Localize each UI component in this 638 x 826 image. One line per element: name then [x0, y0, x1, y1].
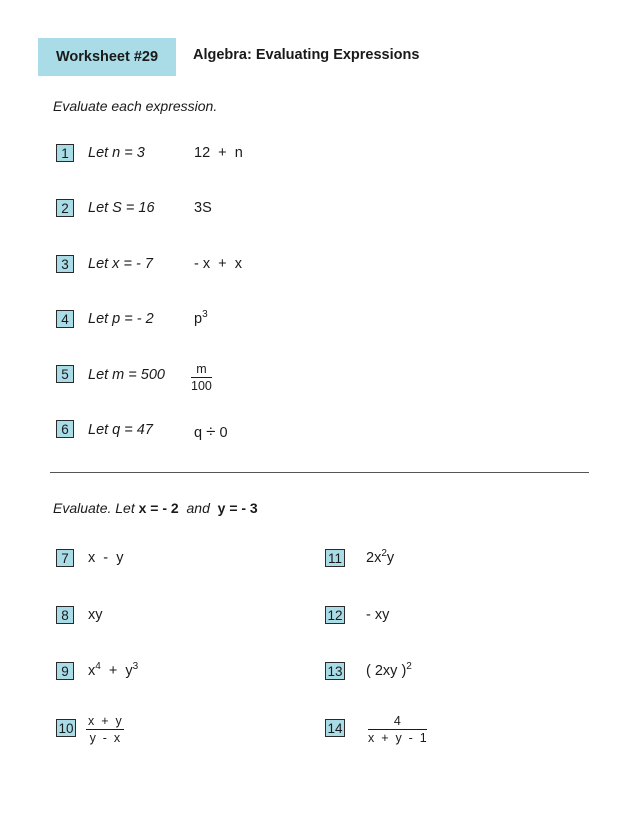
problem-3-expression: - x + x	[194, 256, 242, 272]
problem-number-2: 2	[56, 199, 74, 217]
problem-4-given: Let p = - 2	[88, 311, 154, 327]
problem-10-numerator: x + y	[88, 714, 122, 728]
problem-number-7: 7	[56, 549, 74, 567]
problem-number-8: 8	[56, 606, 74, 624]
section-divider	[50, 472, 589, 473]
problem-10-fraction	[86, 714, 124, 745]
problem-9-base-x: x	[88, 663, 96, 679]
worksheet-number-label: Worksheet #29	[55, 49, 159, 65]
problem-13-exponent: 2	[406, 661, 412, 672]
problem-9-plus: +	[100, 663, 126, 679]
problem-5-fraction	[191, 362, 212, 393]
y-assignment: y = - 3	[217, 500, 258, 516]
problem-1-given: Let n = 3	[88, 145, 145, 161]
problem-5-numerator: m	[196, 362, 207, 376]
problem-9-exponent-x: 4	[95, 661, 101, 672]
problem-6-left: q	[194, 425, 203, 441]
problem-11-expression	[366, 550, 394, 566]
problem-14-numerator: 4	[393, 714, 401, 728]
x-assignment: x = - 2	[138, 500, 179, 516]
problem-9-expression	[88, 663, 138, 679]
problem-7-expression: x - y	[88, 550, 124, 566]
problem-5-denominator: 100	[191, 379, 212, 393]
problem-number-9: 9	[56, 662, 74, 680]
problem-6-right: 0	[219, 425, 228, 441]
problem-number-11: 11	[325, 549, 345, 567]
problem-14-fraction	[368, 714, 427, 745]
problem-14-denominator: x + y - 1	[368, 731, 427, 745]
problem-number-3: 3	[56, 255, 74, 273]
problem-6-given: Let q = 47	[88, 422, 153, 438]
problem-4-exponent: 3	[202, 309, 208, 320]
problem-11-variable: y	[386, 550, 395, 566]
part2-instruction-prefix: Evaluate. Let	[53, 500, 139, 516]
problem-number-13: 13	[325, 662, 345, 680]
problem-number-5: 5	[56, 365, 74, 383]
problem-number-1: 1	[56, 144, 74, 162]
problem-1-expression: 12 + n	[194, 145, 243, 161]
problem-6-expression	[194, 422, 228, 442]
part1-instruction: Evaluate each expression.	[53, 98, 218, 114]
problem-8-expression: xy	[88, 607, 103, 623]
problem-11-coefficient: 2x	[366, 550, 382, 566]
problem-5-given: Let m = 500	[88, 367, 165, 383]
problem-9-base-y: y	[125, 663, 133, 679]
problem-13-expression	[366, 663, 412, 679]
problem-3-given: Let x = - 7	[88, 256, 153, 272]
problem-12-expression: - xy	[366, 607, 390, 623]
worksheet-title: Algebra: Evaluating Expressions	[193, 47, 420, 63]
problem-4-base: p	[194, 311, 203, 327]
problem-2-given: Let S = 16	[88, 200, 155, 216]
worksheet-number	[38, 38, 176, 76]
problem-10-denominator: y - x	[89, 731, 121, 745]
problem-11-exponent: 2	[381, 548, 387, 559]
problem-9-exponent-y: 3	[132, 661, 139, 672]
and-word: and	[186, 500, 210, 516]
problem-number-12: 12	[325, 606, 345, 624]
problem-number-4: 4	[56, 310, 74, 328]
problem-number-6: 6	[56, 420, 74, 438]
problem-2-expression: 3S	[194, 200, 212, 216]
problem-13-base: ( 2xy )	[366, 663, 407, 679]
problem-number-14: 14	[325, 719, 345, 737]
division-icon: ÷	[206, 422, 216, 441]
part2-instruction	[53, 500, 258, 516]
problem-number-10: 10	[56, 719, 76, 737]
problem-4-expression	[194, 311, 208, 327]
